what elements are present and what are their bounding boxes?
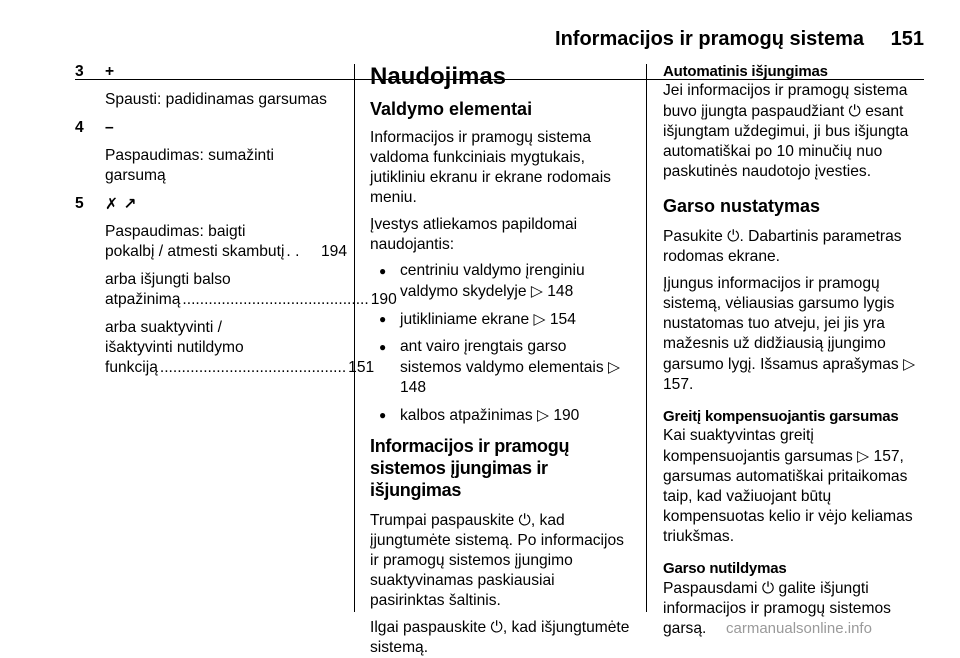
page-ref-arrow-icon: ▷ <box>857 447 870 465</box>
subsection-title: Greitį kompensuojantis garsumas <box>663 408 899 425</box>
page-ref-arrow-icon: ▷ <box>903 355 916 373</box>
watermark: carmanualsonline.info <box>726 620 872 637</box>
paragraph: Jei informacijos ir pramogų sistema buvo įjungta paspaudžiant ⏻ esant išjungtam uždegimui, ji bus išjungta automatiškai po 10 minučių nuo paskutinės naudotojo įvesties. <box>663 82 909 180</box>
page-ref-arrow-icon: ▷ <box>608 358 621 376</box>
toc-page: 151 <box>348 359 375 376</box>
item-5-line: arba suaktyvinti / <box>105 319 223 336</box>
paragraph: Įjungus informacijos ir pramogų sistemą, vėliausias garsumo lygis nustatomas tuo atveju, jei jis yra mažesnis už didžiausią įjungimo garsumo lygį. Išsamus aprašymas ▷ 157. <box>663 275 916 393</box>
toc-page: 190 <box>370 291 397 308</box>
item-5-line: arba išjungti balso <box>105 271 231 288</box>
paragraph: Kai suaktyvintas greitį kompensuojantis garsumas ▷ 157, garsumas automatiškai pritaikomas taip, kad važiuojant būtų kompensuotas kelio ir vėjo keliamas triukšmas. <box>663 427 913 545</box>
power-icon: ⏻ <box>727 227 740 245</box>
item-5 <box>75 194 347 214</box>
column-2 <box>370 62 632 658</box>
page-ref: 148 <box>400 379 427 396</box>
list-item: ● centriniu valdymo įrenginiu valdymo skydelyje ▷ 148 <box>370 261 632 302</box>
list-item: ● kalbos atpažinimas ▷ 190 <box>370 405 632 426</box>
page-ref-arrow-icon: ▷ <box>533 310 546 328</box>
toc-entry <box>105 290 397 310</box>
column-divider-2 <box>646 64 647 612</box>
paragraph: Informacijos ir pramogų sistema valdoma funkciniais mygtukais, jutikliniu ekranu ir ekrane rodomais meniu. <box>370 129 611 206</box>
item-3 <box>75 62 347 82</box>
page-ref-arrow-icon: ▷ <box>530 282 543 300</box>
page-ref: 148 <box>547 283 574 300</box>
header-title: Informacijos ir pramogų sistema <box>555 28 864 50</box>
item-3-text: Spausti: padidinamas garsumas <box>105 91 327 108</box>
subsection-title: Informacijos ir pramogų sistemos įjungimas ir išjungimas <box>370 436 570 500</box>
subsection-title: Automatinis išjungimas <box>663 63 828 80</box>
bullet-list <box>370 261 632 426</box>
toc-label: atpažinimą <box>105 291 181 308</box>
paragraph: Paspausdami ⏻ galite išjungti informacijos ir pramogų sistemos garsą. <box>663 579 891 637</box>
toc-page: 194 <box>320 243 347 260</box>
power-icon: ⏻ <box>490 618 503 636</box>
item-number: 3 <box>75 63 84 80</box>
column-1 <box>75 62 397 378</box>
page-ref-arrow-icon: ▷ <box>536 406 549 424</box>
page-number: 151 <box>890 28 924 50</box>
subsection-title: Valdymo elementai <box>370 99 533 119</box>
power-icon: ⏻ <box>761 579 775 597</box>
item-symbol: – <box>105 119 114 136</box>
paragraph: Įvestys atliekamos papildomai naudojantis: <box>370 216 578 253</box>
toc-dots: . . <box>286 243 300 260</box>
paragraph: Ilgai paspauskite ⏻, kad išjungtumėte sistemą. <box>370 618 630 656</box>
toc-label: funkciją <box>105 359 158 376</box>
page-ref: 190 <box>553 407 580 424</box>
item-4-text: Paspaudimas: sumažinti garsumą <box>105 147 275 184</box>
page-header <box>0 28 960 52</box>
item-5-text <box>105 222 397 378</box>
subsection-title: Garso nutildymas <box>663 560 787 577</box>
toc-dots: ........................................... <box>182 291 369 308</box>
section-title: Naudojimas <box>370 63 507 90</box>
item-symbol: + <box>105 63 115 80</box>
item-5-intro: Paspaudimas: baigti <box>105 223 246 240</box>
toc-entry <box>105 242 347 262</box>
item-number: 5 <box>75 195 84 212</box>
power-icon: ⏻ <box>848 102 861 120</box>
item-number: 4 <box>75 119 84 136</box>
column-3 <box>663 62 928 639</box>
toc-entry <box>105 358 375 378</box>
list-item: ● ant vairo įrengtais garso sistemos valdymo elementais ▷ 148 <box>370 337 632 398</box>
paragraph: Trumpai paspauskite ⏻, kad įjungtumėte sistemą. Po informacijos ir pramogų sistemos įjungimo suaktyvinamas paskiausiai pasirinktas šaltinis. <box>370 511 624 609</box>
column-divider-1 <box>354 64 355 612</box>
item-5-line: išaktyvinti nutildymo <box>105 339 244 356</box>
item-4 <box>75 118 347 138</box>
power-icon: ⏻ <box>518 511 531 529</box>
paragraph: Pasukite ⏻. Dabartinis parametras rodomas ekrane. <box>663 227 902 265</box>
toc-label: pokalbį / atmesti skambutį <box>105 243 285 260</box>
subsection-title: Garso nustatymas <box>663 196 821 216</box>
end-call-icon: ✗ ↗ <box>105 195 137 213</box>
toc-dots: ........................................... <box>159 359 347 376</box>
list-item: ● jutikliniame ekrane ▷ 154 <box>370 309 632 330</box>
page-ref: 154 <box>549 311 576 328</box>
